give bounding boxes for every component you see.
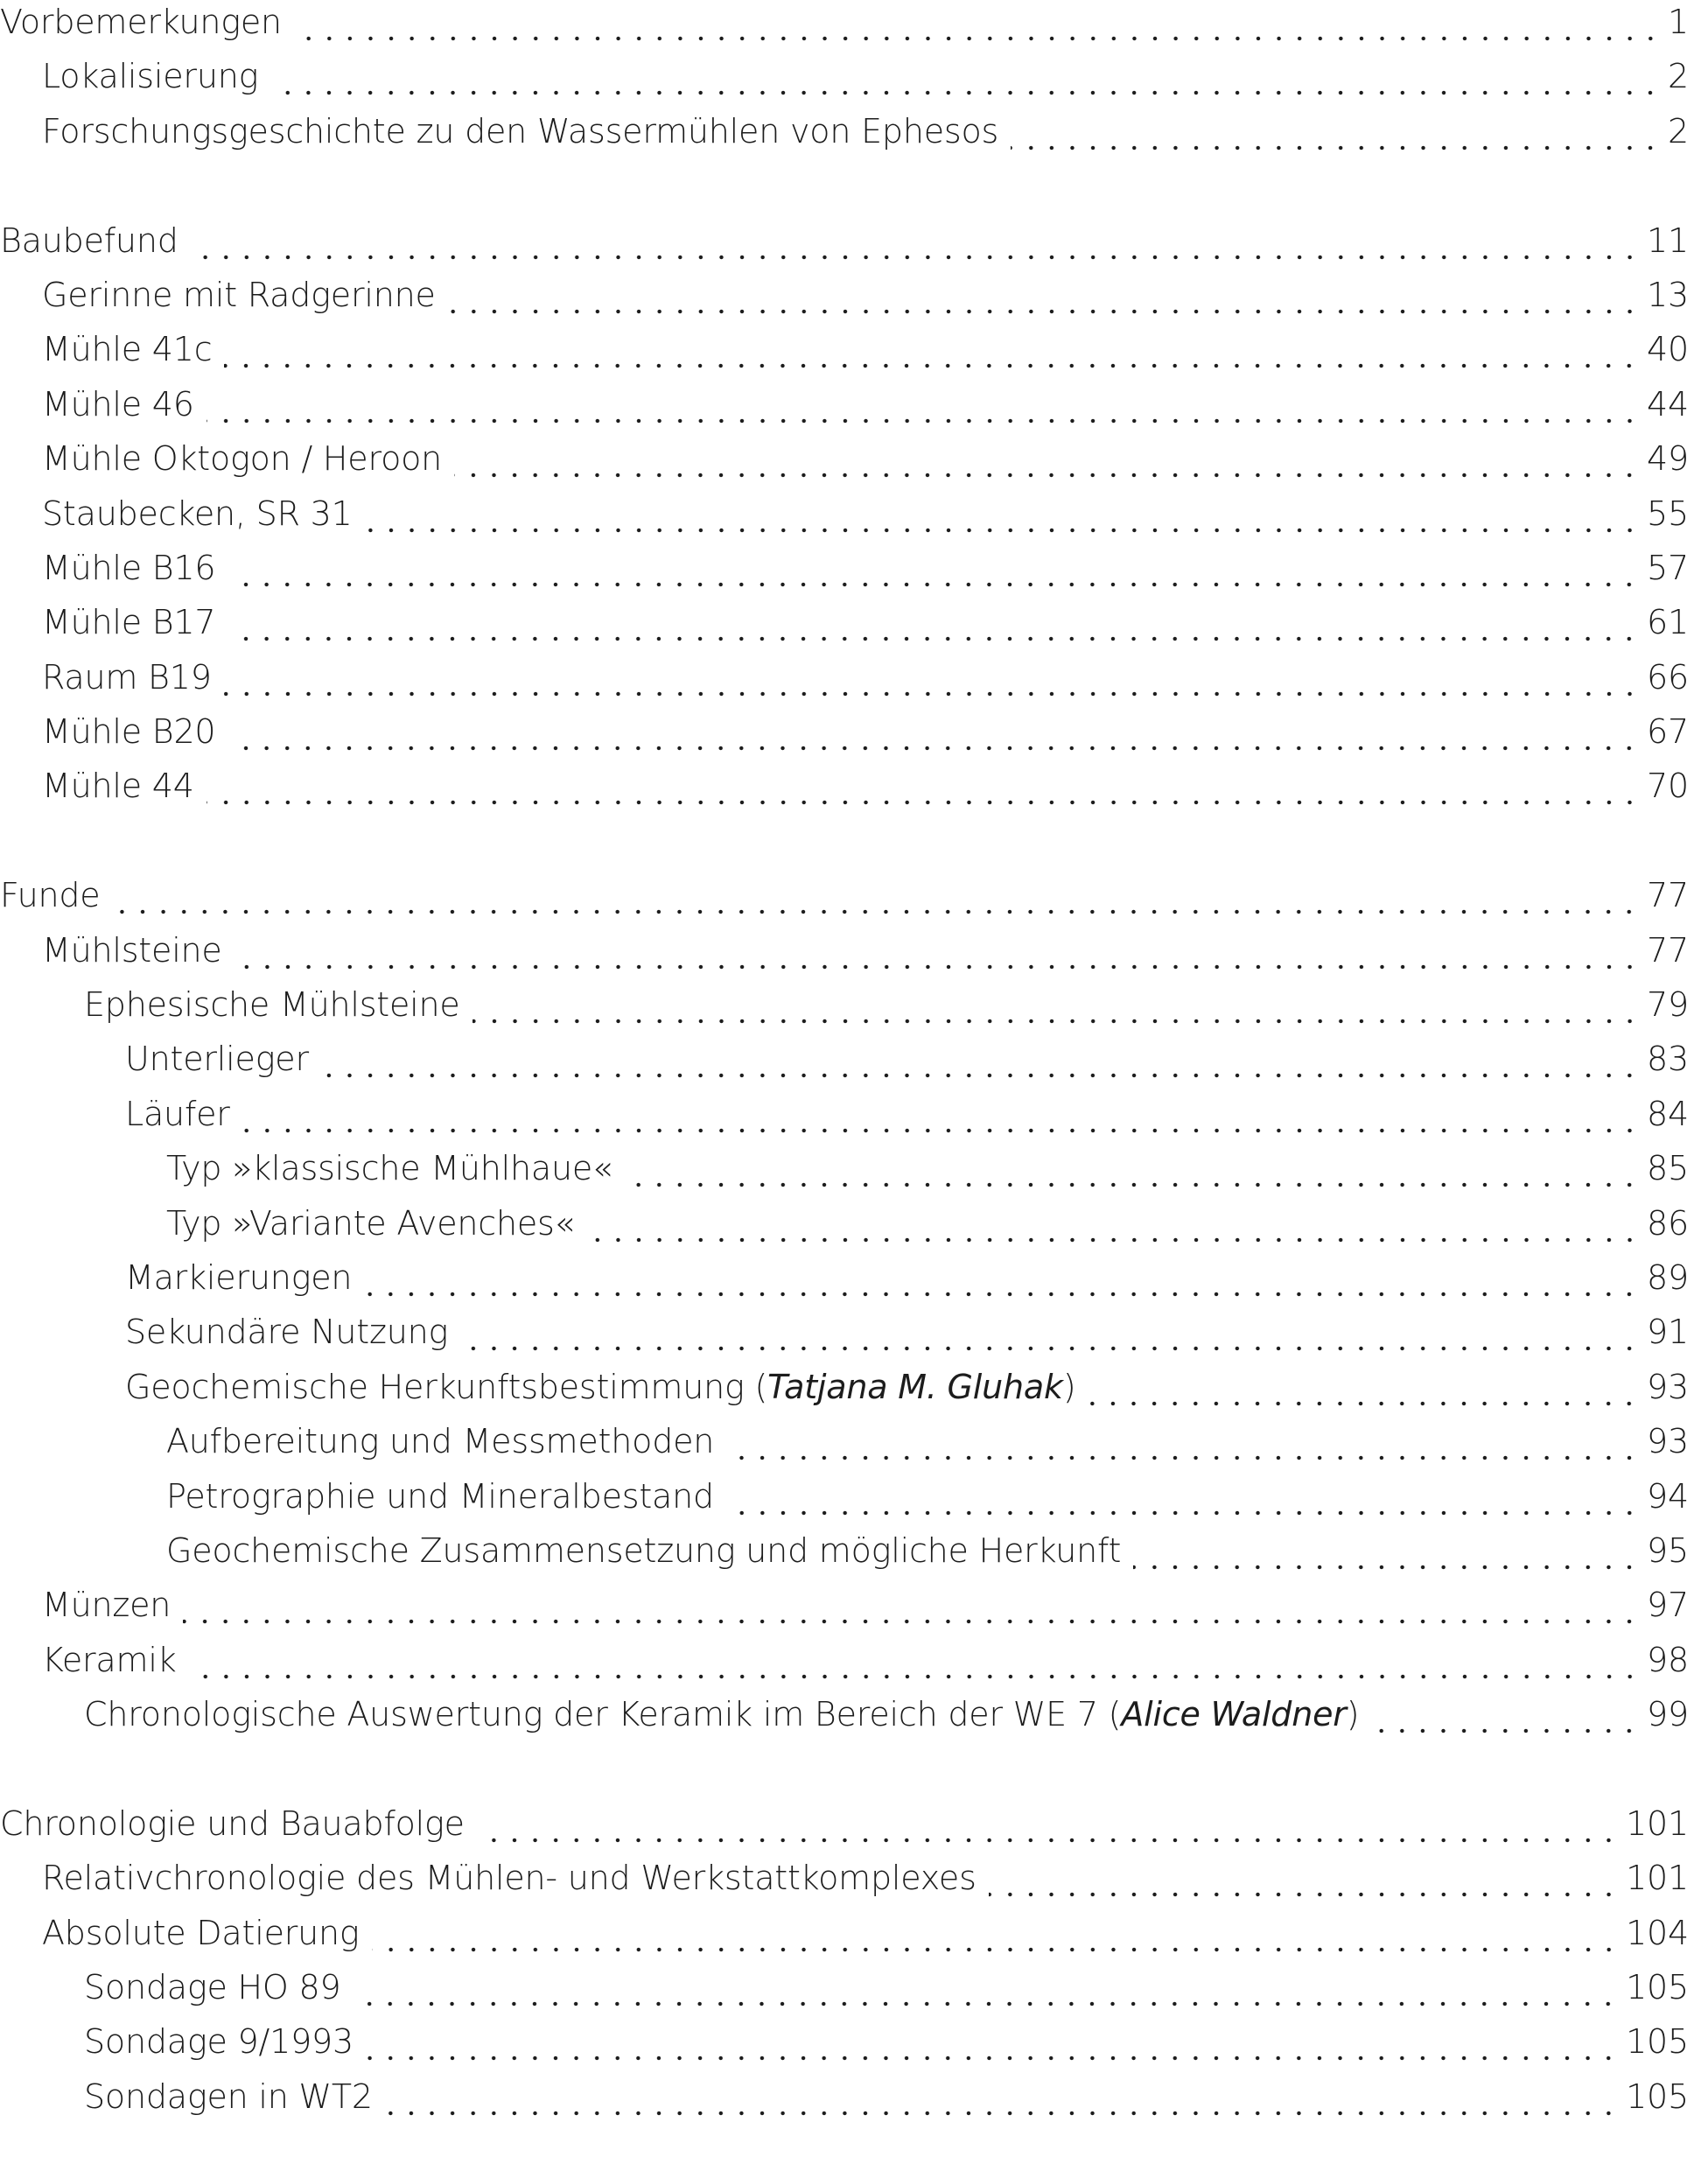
toc-entry-title-text: Mühle B16 — [42, 548, 216, 587]
toc-entry-title-text: Mühle B20 — [42, 712, 216, 752]
toc-entry-page-number: 93 — [1647, 1367, 1689, 1406]
toc-entry[interactable] — [0, 704, 1689, 759]
toc-entry[interactable] — [0, 1032, 1689, 1086]
toc-entry-title-text: Mühle 44 — [42, 767, 194, 806]
toc-section — [0, 868, 1689, 1741]
dot-leader — [224, 650, 1640, 704]
dot-leader — [726, 1414, 1640, 1468]
toc-entry-title-text: Aufbereitung und Messmethoden — [166, 1422, 715, 1461]
toc-entry-title-text: Typ »klassische Mühlhaue« — [166, 1149, 613, 1188]
toc-entry-title — [42, 923, 222, 977]
toc-entry[interactable] — [0, 2014, 1689, 2069]
toc-entry-title-text: Mühle 46 — [42, 384, 194, 424]
toc-entry-title-text: Staubecken, SR 31 — [42, 494, 353, 533]
toc-entry-page-number: 67 — [1647, 712, 1689, 752]
dot-leader — [224, 322, 1640, 376]
toc-entry-page-number: 105 — [1626, 2076, 1689, 2116]
toc-entry-page-number: 40 — [1647, 330, 1689, 369]
toc-entry[interactable] — [0, 49, 1689, 103]
dot-leader — [206, 759, 1640, 813]
dot-leader — [294, 0, 1661, 49]
toc-section — [0, 1796, 1689, 2124]
toc-entry-title — [166, 1141, 612, 1195]
toc-entry[interactable] — [0, 1960, 1689, 2014]
toc-entry-title-text: Forschungsgeschichte zu den Wassermühlen von Ephesos — [42, 111, 999, 151]
toc-entry-title — [0, 1796, 465, 1851]
toc-entry[interactable] — [0, 1469, 1689, 1523]
toc-entry-title — [42, 1906, 360, 1960]
toc-entry-title-text: Absolute Datierung — [42, 1913, 360, 1952]
toc-entry[interactable] — [0, 595, 1689, 649]
dot-leader — [228, 704, 1640, 759]
toc-section — [0, 214, 1689, 814]
toc-entry[interactable] — [0, 1687, 1689, 1741]
toc-entry-title-text: Geochemische Herkunftsbestimmung ( — [125, 1367, 768, 1406]
toc-entry[interactable] — [0, 1087, 1689, 1141]
toc-entry-page-number: 11 — [1647, 221, 1689, 260]
toc-entry-author: Alice Waldner — [1121, 1695, 1347, 1734]
toc-entry-title — [42, 49, 258, 103]
toc-entry[interactable] — [0, 1305, 1689, 1359]
toc-entry-title-text: Raum B19 — [42, 657, 212, 697]
dot-leader — [270, 49, 1661, 103]
toc-entry[interactable] — [0, 487, 1689, 541]
toc-entry-page-number: 49 — [1647, 439, 1689, 479]
dot-leader — [364, 1250, 1640, 1305]
dot-leader — [460, 1305, 1640, 1359]
toc-entry-title — [42, 759, 194, 813]
toc-entry-title — [42, 704, 215, 759]
toc-entry[interactable] — [0, 759, 1689, 813]
dot-leader — [1133, 1523, 1640, 1578]
dot-leader — [242, 1087, 1640, 1141]
toc-entry-title — [42, 1578, 171, 1632]
toc-entry[interactable] — [0, 104, 1689, 158]
toc-entry-title-text: Ephesische Mühlsteine — [84, 985, 460, 1025]
toc-entry-title — [125, 1305, 448, 1359]
dot-leader — [726, 1469, 1640, 1523]
toc-entry-title-text: Typ »Variante Avenches« — [166, 1203, 575, 1243]
toc-entry[interactable] — [0, 1196, 1689, 1250]
toc-entry-title — [125, 1360, 1075, 1414]
toc-entry-page-number: 97 — [1647, 1586, 1689, 1625]
dot-leader — [477, 1796, 1619, 1851]
toc-entry-title-text: Markierungen — [125, 1257, 353, 1297]
toc-entry-title — [42, 1633, 177, 1687]
toc-entry-title — [42, 650, 212, 704]
toc-entry[interactable] — [0, 541, 1689, 595]
dot-leader — [206, 377, 1640, 431]
toc-entry[interactable] — [0, 377, 1689, 431]
toc-entry-page-number: 57 — [1647, 548, 1689, 587]
toc-chapter-entry[interactable] — [0, 1796, 1689, 1851]
toc-entry-page-number: 55 — [1647, 494, 1689, 533]
toc-entry-title — [42, 104, 998, 158]
dot-leader — [228, 595, 1640, 649]
toc-entry-title-text: Vorbemerkungen — [0, 3, 282, 41]
toc-entry[interactable] — [0, 1250, 1689, 1305]
toc-entry-title — [42, 487, 353, 541]
dot-leader — [587, 1196, 1640, 1250]
toc-entry-page-number: 94 — [1647, 1476, 1689, 1516]
toc-entry-title — [125, 1087, 230, 1141]
toc-entry-title-text: Relativchronologie des Mühlen- und Werkstattkomplexes — [42, 1859, 976, 1898]
toc-entry-page-number: 84 — [1647, 1094, 1689, 1133]
toc-entry-title — [42, 541, 215, 595]
toc-entry[interactable] — [0, 1578, 1689, 1632]
dot-leader — [191, 214, 1640, 268]
dot-leader — [234, 923, 1640, 977]
toc-entry-page-number: 70 — [1647, 767, 1689, 806]
toc-entry-title-text: Mühle Oktogon / Heroon — [42, 439, 443, 479]
toc-entry[interactable] — [0, 2069, 1689, 2124]
toc-entry[interactable] — [0, 1141, 1689, 1195]
toc-entry-page-number: 83 — [1647, 1040, 1689, 1079]
toc-entry-page-number: 95 — [1647, 1530, 1689, 1570]
toc-entry-title — [125, 1250, 352, 1305]
toc-entry-title-text: Petrographie und Mineralbestand — [166, 1476, 714, 1516]
toc-entry-title — [166, 1414, 714, 1468]
dot-leader — [366, 2014, 1619, 2069]
toc-entry-page-number: 85 — [1647, 1149, 1689, 1188]
toc-entry[interactable] — [0, 977, 1689, 1032]
dot-leader — [183, 1578, 1640, 1632]
toc-entry-page-number: 105 — [1626, 1968, 1689, 2007]
toc-entry-title — [0, 214, 178, 268]
toc-entry-page-number: 101 — [1626, 1803, 1689, 1843]
toc-entry-title-text: Baubefund — [0, 221, 178, 260]
toc-entry-page-number: 79 — [1647, 985, 1689, 1025]
toc-entry-title-text: Sekundäre Nutzung — [125, 1313, 449, 1352]
toc-entry-page-number: 89 — [1647, 1257, 1689, 1297]
dot-leader — [472, 977, 1640, 1032]
toc-entry-page-number: 2 — [1668, 111, 1689, 151]
toc-entry-page-number: 61 — [1647, 603, 1689, 642]
toc-entry-title-text: Chronologie und Bauabfolge — [0, 1803, 465, 1843]
toc-entry-page-number: 101 — [1626, 1859, 1689, 1898]
toc-entry-page-number: 86 — [1647, 1203, 1689, 1243]
toc-entry-page-number: 44 — [1647, 384, 1689, 424]
dot-leader — [454, 431, 1640, 486]
toc-entry-title-text: Keramik — [42, 1640, 177, 1679]
toc-entry-title — [42, 595, 215, 649]
dot-leader — [385, 2069, 1619, 2124]
dot-leader — [1011, 104, 1661, 158]
toc-entry[interactable] — [0, 322, 1689, 376]
toc-section — [0, 0, 1689, 158]
dot-leader — [989, 1851, 1619, 1905]
toc-entry-title — [84, 2014, 354, 2069]
toc-entry-page-number: 91 — [1647, 1313, 1689, 1352]
toc-chapter-entry[interactable] — [0, 214, 1689, 268]
toc-entry-page-number: 77 — [1647, 930, 1689, 970]
toc-entry-page-number: 105 — [1626, 2022, 1689, 2062]
toc-chapter-entry[interactable] — [0, 868, 1689, 922]
toc-entry-title — [42, 1851, 976, 1905]
toc-entry-title-text: Chronologische Auswertung der Keramik im Bereich der WE 7 ( — [84, 1695, 1122, 1734]
dot-leader — [365, 487, 1640, 541]
toc-entry-title-text: Gerinne mit Radgerinne — [42, 275, 436, 314]
toc-entry-title-text: Sondage 9/1993 — [84, 2022, 354, 2062]
toc-entry-title-text: Läufer — [125, 1094, 230, 1133]
toc-entry-title-text: Sondagen in WT2 — [84, 2076, 373, 2116]
toc-entry[interactable] — [0, 431, 1689, 486]
toc-entry[interactable] — [0, 1360, 1689, 1414]
toc-entry-title-text: Unterlieger — [125, 1040, 309, 1079]
toc-entry[interactable] — [0, 923, 1689, 977]
dot-leader — [1371, 1687, 1640, 1741]
toc-entry-page-number: 77 — [1647, 876, 1689, 915]
toc-entry-title — [166, 1196, 575, 1250]
toc-entry-title-suffix: ) — [1346, 1695, 1360, 1734]
dot-leader — [112, 868, 1640, 922]
toc-entry[interactable] — [0, 1851, 1689, 1905]
toc-entry-title-text: Sondage HO 89 — [84, 1968, 341, 2007]
toc-entry-title — [84, 977, 460, 1032]
dot-leader — [228, 541, 1640, 595]
toc-entry-title — [42, 377, 194, 431]
dot-leader — [1088, 1360, 1640, 1414]
dot-leader — [189, 1633, 1641, 1687]
toc-entry-page-number: 66 — [1647, 657, 1689, 697]
toc-chapter-entry[interactable] — [0, 0, 1689, 49]
toc-entry-title — [166, 1469, 714, 1523]
toc-entry-page-number: 104 — [1626, 1913, 1689, 1952]
toc-entry[interactable] — [0, 1633, 1689, 1687]
toc-entry[interactable] — [0, 1414, 1689, 1468]
toc-entry-title — [84, 1960, 340, 2014]
toc-entry[interactable] — [0, 268, 1689, 322]
toc-entry-title — [125, 1032, 309, 1086]
toc-entry-title — [166, 1523, 1121, 1578]
toc-entry-page-number: 13 — [1647, 275, 1689, 314]
toc-entry-title-suffix: ) — [1062, 1367, 1076, 1406]
toc-entry[interactable] — [0, 1523, 1689, 1578]
toc-entry-page-number: 98 — [1647, 1640, 1689, 1679]
toc-entry-title — [42, 322, 212, 376]
dot-leader — [372, 1906, 1620, 1960]
toc-entry-title — [0, 868, 100, 922]
dot-leader — [448, 268, 1640, 322]
toc-entry-title-text: Münzen — [42, 1586, 172, 1625]
toc-entry-title-text: Geochemische Zusammensetzung und mögliche Herkunft — [166, 1530, 1122, 1570]
toc-entry[interactable] — [0, 650, 1689, 704]
toc-entry-title-text: Mühlsteine — [42, 930, 222, 970]
dot-leader — [321, 1032, 1640, 1086]
toc-entry-title-text: Funde — [0, 876, 101, 915]
toc-entry-title — [0, 0, 282, 49]
toc-entry-title — [42, 268, 436, 322]
toc-entry-author: Tatjana M. Gluhak — [767, 1367, 1063, 1406]
toc-entry-page-number: 2 — [1668, 57, 1689, 96]
toc-entry[interactable] — [0, 1906, 1689, 1960]
toc-entry-title-text: Mühle 41c — [42, 330, 213, 369]
toc-entry-title — [42, 431, 442, 486]
toc-entry-title-text: Mühle B17 — [42, 603, 216, 642]
dot-leader — [625, 1141, 1640, 1195]
toc-entry-title — [84, 2069, 373, 2124]
toc-entry-title-text: Lokalisierung — [42, 57, 259, 96]
toc-entry-page-number: 93 — [1647, 1422, 1689, 1461]
toc-entry-page-number: 1 — [1668, 3, 1689, 41]
toc-entry-page-number: 99 — [1647, 1695, 1689, 1734]
dot-leader — [353, 1960, 1619, 2014]
toc-entry-title — [84, 1687, 1359, 1741]
